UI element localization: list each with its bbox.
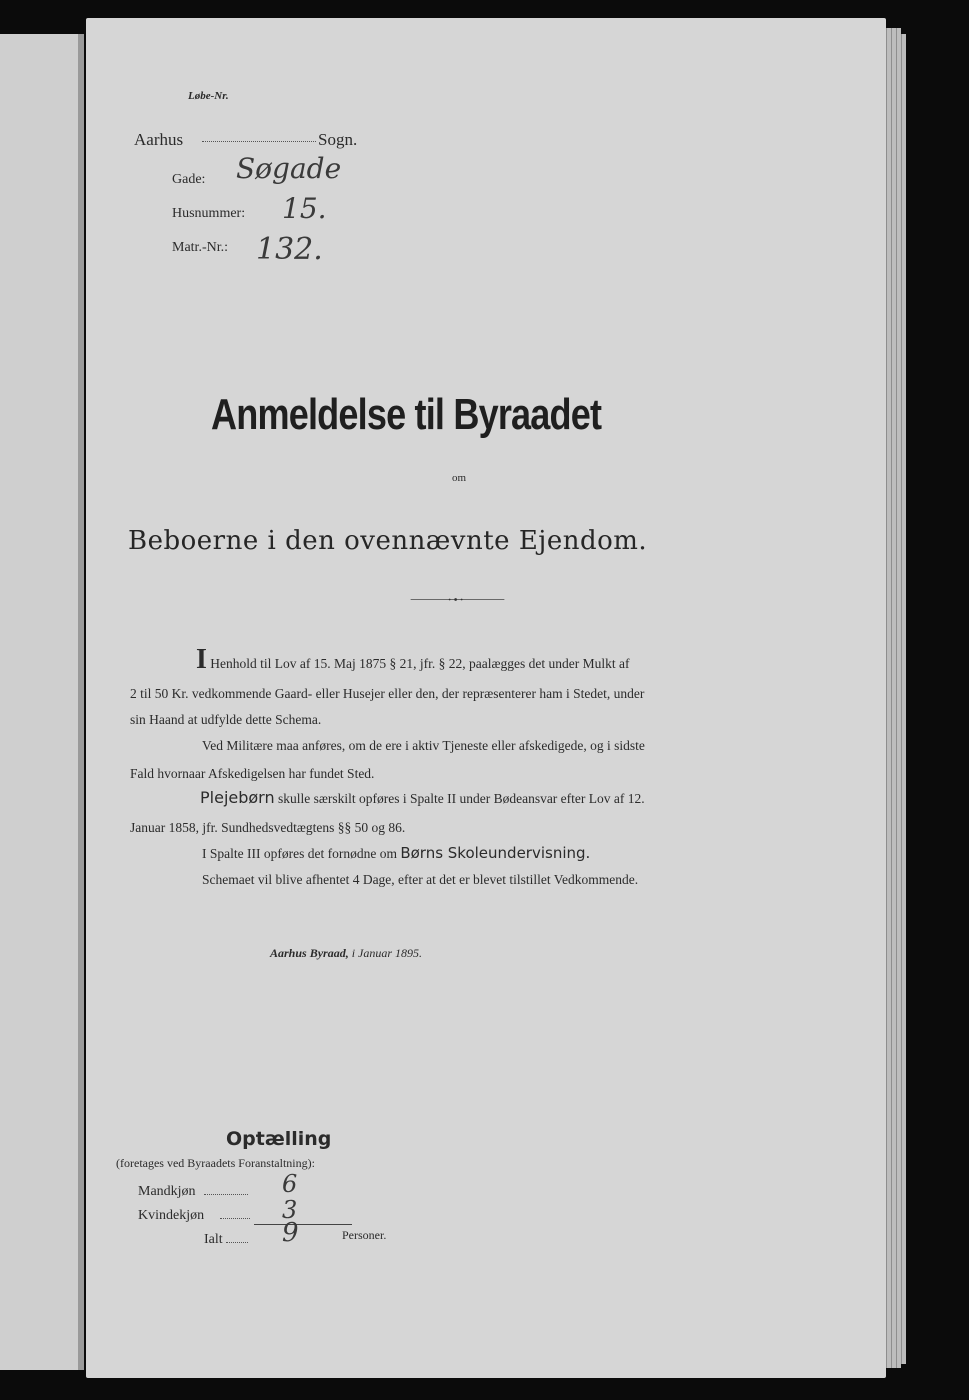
document-page: [86, 18, 886, 1378]
lobe-nr-label: Løbe-Nr.: [188, 90, 229, 102]
byraad-label: Aarhus Byraad,: [270, 946, 349, 960]
sum-rule: [254, 1224, 352, 1225]
sogn-dotted-line: [202, 140, 316, 142]
matr-label: Matr.-Nr.:: [172, 240, 228, 255]
left-page: [0, 34, 80, 1370]
husnummer-value: 15.: [282, 192, 327, 225]
gade-label: Gade:: [172, 172, 206, 187]
skoleundervisning-emphasis: Børns Skoleundervisning.: [400, 844, 591, 862]
husnummer-label: Husnummer:: [172, 206, 246, 221]
ialt-label: Ialt: [204, 1232, 223, 1247]
kvindekjon-value: 3: [282, 1196, 298, 1224]
kvindekjon-label: Kvindekjøn: [138, 1208, 205, 1223]
mandkjon-value: 6: [282, 1170, 298, 1198]
paragraph-2-line-2: Fald hvornaar Afskedigelsen har fundet Sted.: [130, 766, 375, 781]
document-subtitle: Beboerne i den ovennævnte Ejendom.: [128, 526, 648, 556]
matr-value: 132.: [256, 232, 323, 267]
paragraph-text: Henhold til Lov af 15. Maj 1875 § 21, jfr. § 22, paalægges det under Mulkt af: [210, 656, 630, 671]
page-edge: [901, 34, 906, 1364]
dotted-leader: [226, 1241, 248, 1243]
dotted-leader: [220, 1217, 250, 1219]
paragraph-5: Schemaet vil blive afhentet 4 Dage, efter at det er blevet tilstillet Vedkommende.: [202, 872, 639, 887]
aarhus-label: Aarhus: [134, 130, 184, 149]
document-title: Anmeldelse til Byraadet: [211, 390, 602, 439]
ornament-divider: [395, 598, 520, 601]
dotted-leader: [204, 1193, 248, 1195]
paragraph-3-line-2: Januar 1858, jfr. Sundhedsvedtægtens §§ 50 og 86.: [130, 820, 406, 835]
personer-label: Personer.: [342, 1228, 387, 1242]
paragraph-4: [202, 844, 590, 862]
count-title: Optælling: [226, 1128, 332, 1150]
signature-line: [270, 946, 422, 961]
gade-value: Søgade: [236, 152, 342, 185]
mandkjon-label: Mandkjøn: [138, 1184, 196, 1199]
paragraph-2-line-1: Ved Militære maa anføres, om de ere i aktiv Tjeneste eller afskedigede, og i sidste: [202, 738, 645, 753]
count-note: (foretages ved Byraadets Foranstaltning):: [116, 1156, 315, 1170]
left-page-edge: [78, 34, 84, 1370]
paragraph-1-line-3: sin Haand at udfylde dette Schema.: [130, 712, 322, 727]
paragraph-1-line-1: [196, 644, 629, 676]
paragraph-3-line-1: [200, 788, 645, 807]
paragraph-1-line-2: 2 til 50 Kr. vedkommende Gaard- eller Husejer eller den, der repræsenterer ham i Stedet, under: [130, 686, 645, 701]
paragraph-initial: I: [196, 644, 207, 675]
om-label: om: [452, 472, 467, 484]
sogn-label: Sogn.: [318, 130, 358, 149]
paragraph-text: I Spalte III opføres det fornødne om: [202, 846, 397, 861]
paragraph-text: skulle særskilt opføres i Spalte II under Bødeansvar efter Lov af 12.: [277, 791, 645, 806]
signature-date: i Januar 1895.: [351, 946, 423, 960]
ialt-value: 9: [282, 1218, 299, 1248]
plejeborn-lead: Plejebørn: [200, 788, 275, 807]
